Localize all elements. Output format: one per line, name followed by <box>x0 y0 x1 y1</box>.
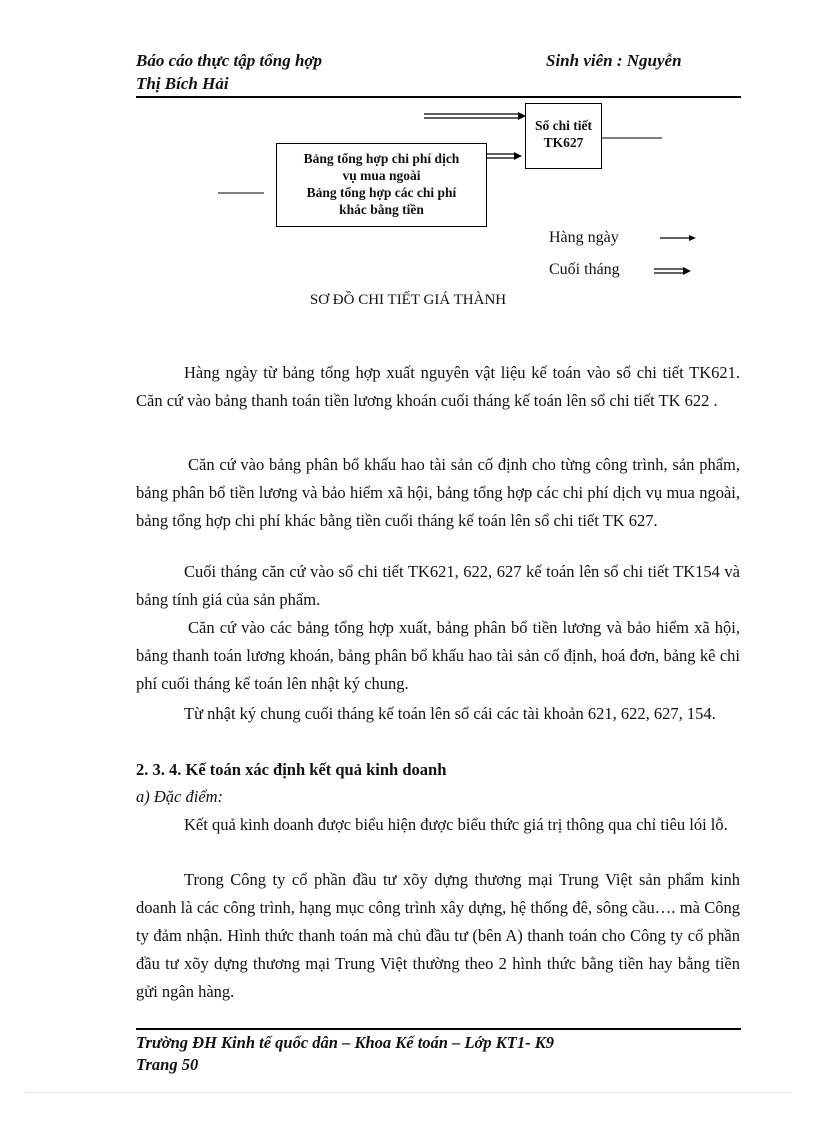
summary-line-2: vụ mua ngoài <box>342 168 421 183</box>
detail-ledger-box <box>525 103 602 169</box>
footer-school: Trường ĐH Kinh tế quốc dân – Khoa Kế toán – Lớp KT1- K9 <box>136 1033 554 1052</box>
paragraph-1: Hàng ngày từ bảng tổng hợp xuất nguyên vật liệu kế toán vào sổ chi tiết TK621. Căn cứ vào bảng thanh toán tiền lương khoán cuối tháng kế toán lên sổ chi tiết TK 622 . <box>136 363 740 410</box>
detail-ledger-label: Sổ chi tiết <box>535 118 592 133</box>
section-heading: 2. 3. 4. Kế toán xác định kết quả kinh doanh <box>136 760 447 779</box>
paragraph-7: Trong Công ty cổ phần đầu tư xõy dựng thương mại Trung Việt sản phẩm kinh doanh là các công trình, hạng mục công trình xây dựng, hệ thống đê, sông cầu…. mà Công ty đảm nhận. Hình thức thanh toán mà chủ đầu tư (bên A) thanh toán cho Công ty cổ phần đầu tư xõy dựng thương mại Trung Việt thường theo 2 hình thức bằng tiền hay bằng tiền gửi ngân hàng. <box>136 870 740 1001</box>
summary-line-3: Bảng tổng hợp các chi phí <box>306 185 457 200</box>
diagram-caption: SƠ ĐỒ CHI TIẾT GIÁ THÀNH <box>309 292 507 308</box>
paragraph-3: Cuối tháng căn cứ vào sổ chi tiết TK621, 622, 627 kế toán lên sổ chi tiết TK154 và bảng tính giá của sản phẩm. <box>136 562 740 609</box>
header-student-name: Thị Bích Hải <box>136 74 229 93</box>
detail-ledger-account: TK627 <box>543 135 584 150</box>
legend-monthend: Cuối tháng <box>549 261 620 278</box>
footer-page-number: Trang 50 <box>136 1055 199 1074</box>
summary-line-4: khác bằng tiền <box>339 202 424 217</box>
summary-box <box>276 143 487 227</box>
summary-line-1: Bảng tổng hợp chi phí dịch <box>303 151 460 166</box>
legend-daily: Hàng ngày <box>549 229 619 246</box>
footer-rule <box>136 1028 741 1030</box>
paragraph-5: Từ nhật ký chung cuối tháng kế toán lên sổ cái các tài khoản 621, 622, 627, 154. <box>184 704 716 723</box>
header-title: Báo cáo thực tập tổng hợp <box>136 51 323 70</box>
paragraph-6: Kết quả kinh doanh được biểu hiện được biểu thức giá trị thông qua chỉ tiêu lói lỗ. <box>184 815 728 834</box>
page-edge-dots <box>24 1092 792 1093</box>
paragraph-4: Căn cứ vào các bảng tổng hợp xuất, bảng phân bổ tiền lương và bảo hiểm xã hội, bảng thanh toán lương khoán, bảng phân bổ khấu hao tài sản cố định, hoá đơn, bảng kê chi phí cuối tháng kế toán lên nhật ký chung. <box>136 618 740 693</box>
paragraph-2: Căn cứ vào bảng phân bổ khấu hao tài sản cố định cho từng công trình, sản phẩm, bảng phân bổ tiền lương và bảo hiểm xã hội, bảng tổng hợp các chi phí dịch vụ mua ngoài, bảng tổng hợp chi phí khác bằng tiền cuối tháng kế toán lên sổ chi tiết TK 627. <box>136 455 740 530</box>
subheading: a) Đặc điểm: <box>136 787 224 806</box>
header-student: Sinh viên : Nguyễn <box>546 51 682 70</box>
